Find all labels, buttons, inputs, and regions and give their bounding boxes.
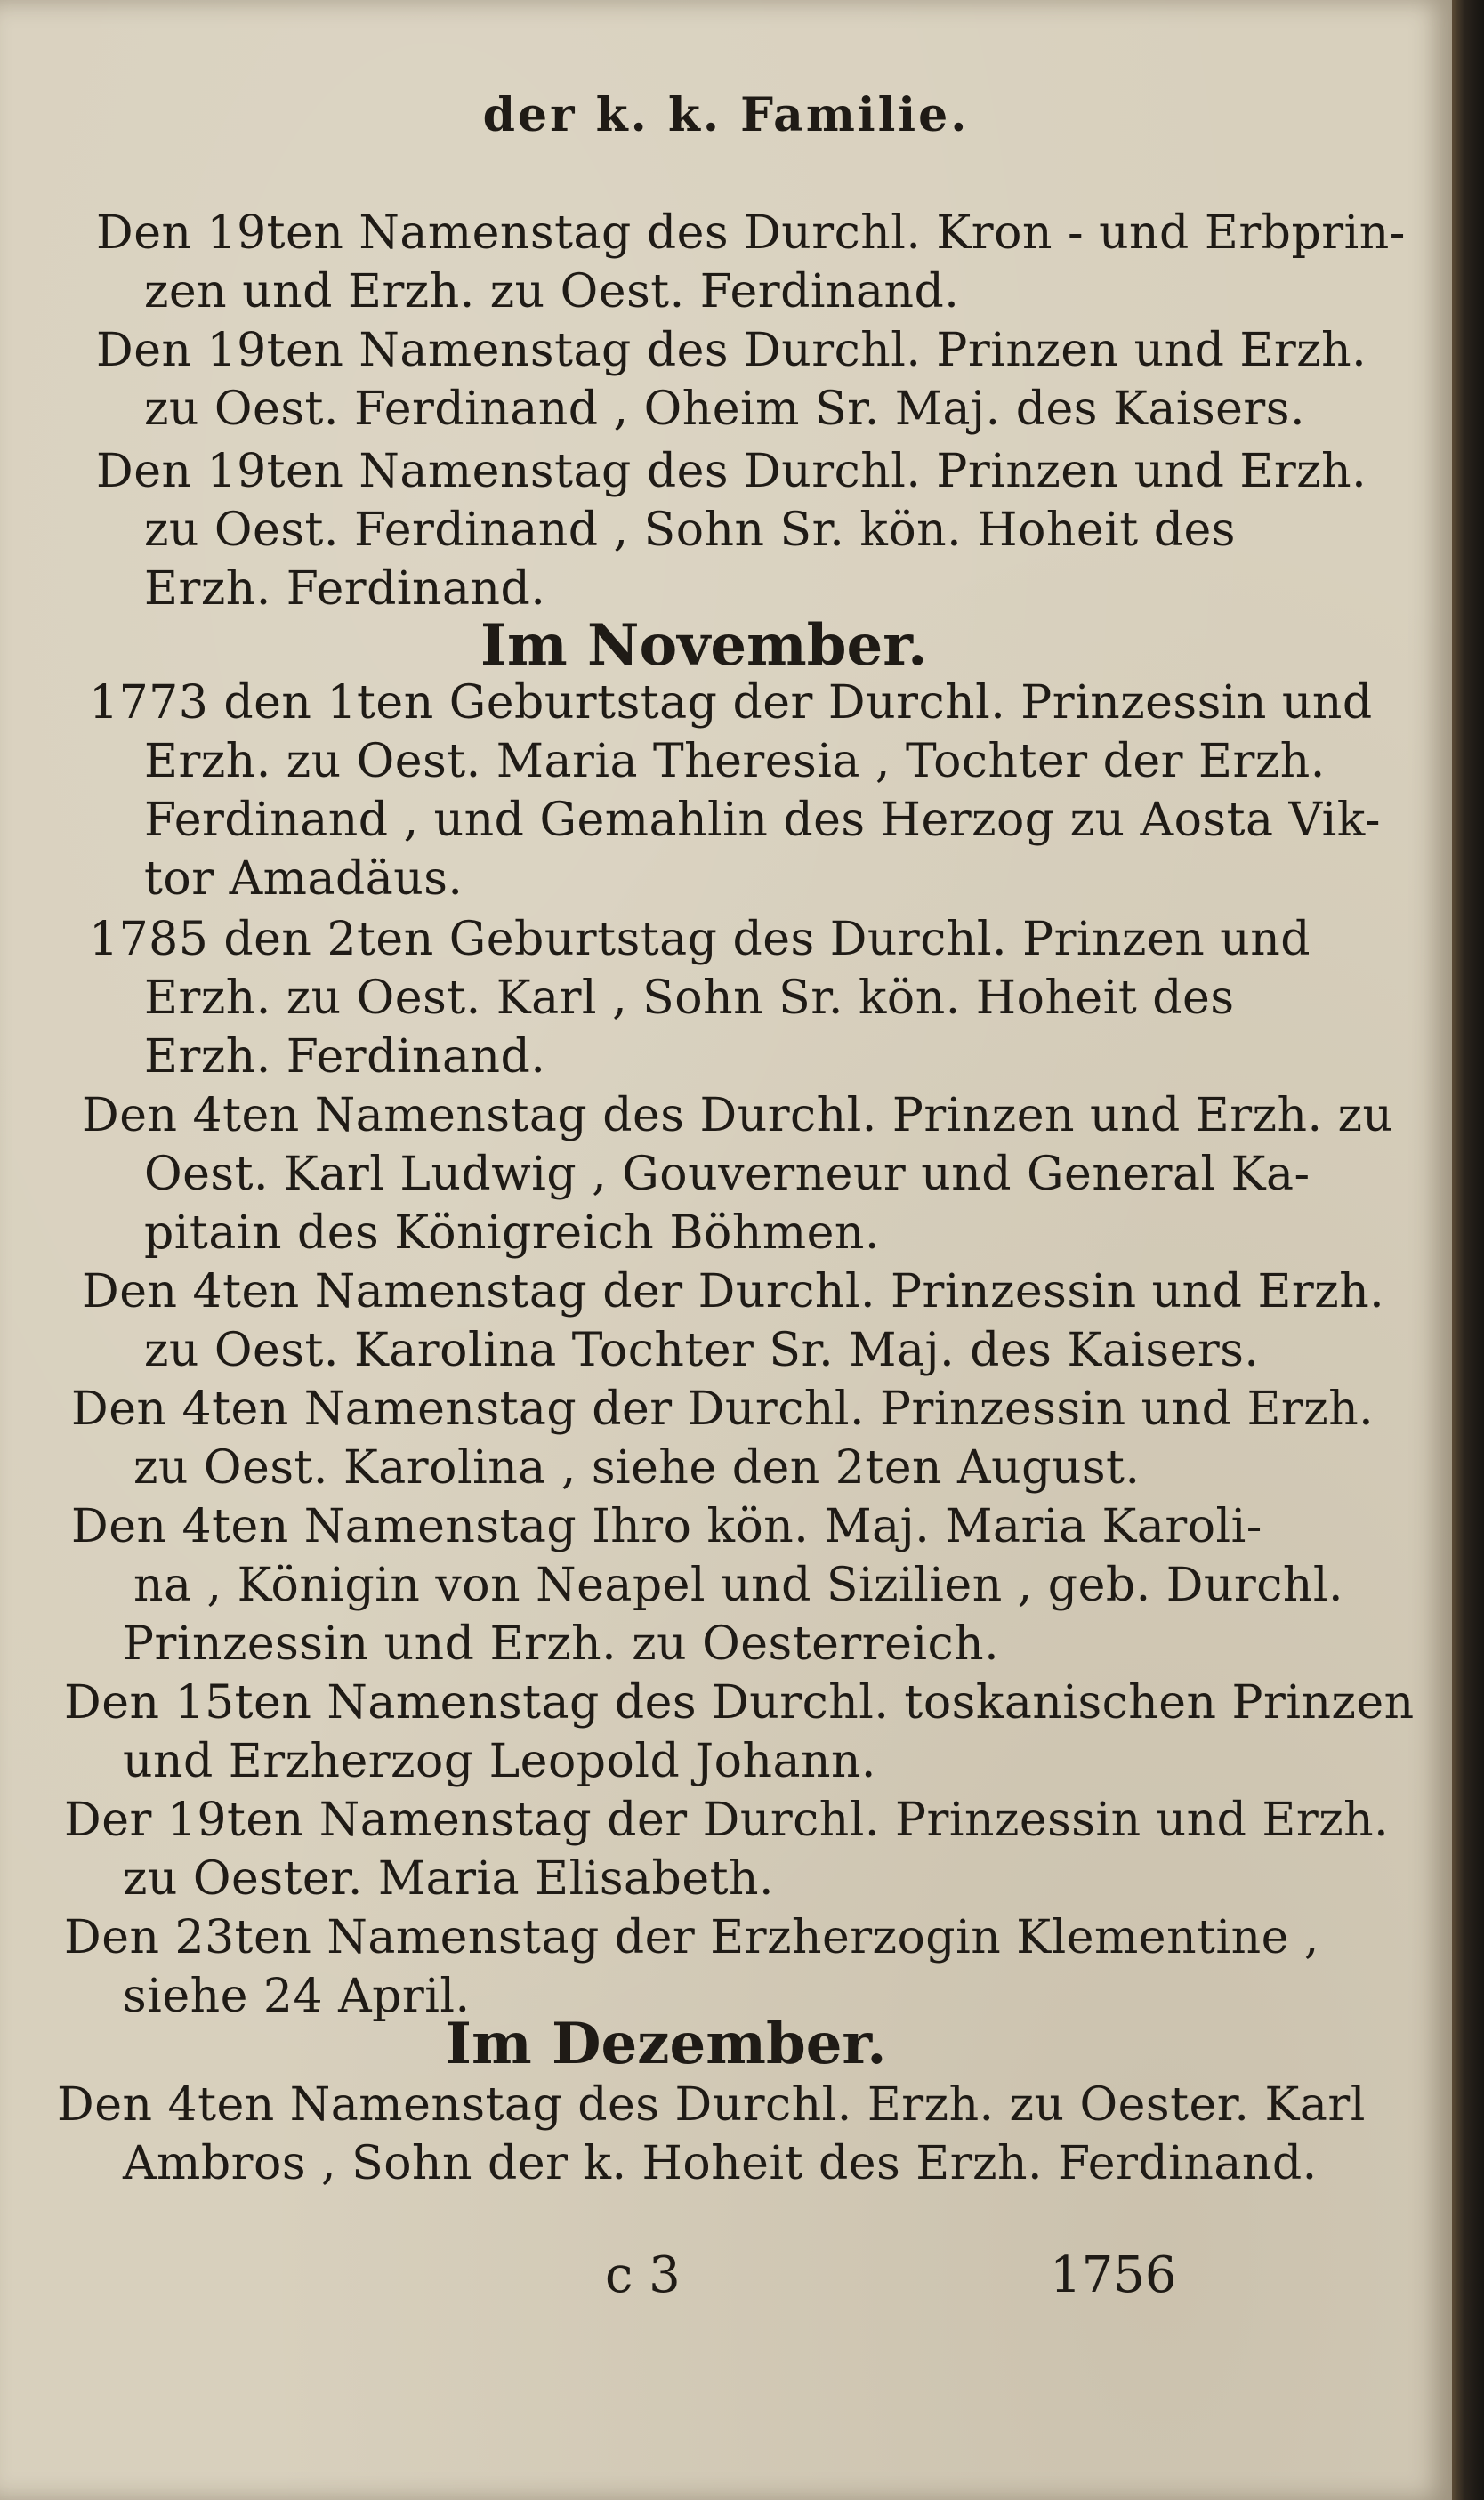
text-line: zu Oest. Ferdinand , Sohn Sr. kön. Hoheit des — [144, 504, 1236, 557]
text-line: Den 19ten Namenstag des Durchl. Prinzen und Erzh. — [96, 445, 1367, 498]
text-line: Den 4ten Namenstag der Durchl. Prinzessin und Erzh. — [71, 1383, 1375, 1436]
text-line: pitain des Königreich Böhmen. — [144, 1206, 880, 1260]
text-line: Den 23ten Namenstag der Erzherzogin Klementine , — [64, 1911, 1319, 1964]
catchword: 1756 — [1050, 2246, 1177, 2304]
text-line: Den 4ten Namenstag der Durchl. Prinzessin und Erzh. — [82, 1265, 1385, 1319]
text-line: Ambros , Sohn der k. Hoheit des Erzh. Ferdinand. — [123, 2137, 1318, 2190]
text-line: tor Amadäus. — [144, 852, 464, 906]
text-line: 1785 den 2ten Geburtstag des Durchl. Prinzen und — [89, 913, 1311, 966]
text-line: Den 19ten Namenstag des Durchl. Kron - und Erbprin- — [96, 206, 1406, 260]
text-line: Erzh. zu Oest. Maria Theresia , Tochter der Erzh. — [144, 735, 1326, 788]
text-line: siehe 24 April. — [123, 1970, 471, 2023]
text-line: Prinzessin und Erzh. zu Oesterreich. — [123, 1617, 1000, 1671]
text-line: zu Oest. Ferdinand , Oheim Sr. Maj. des Kaisers. — [144, 383, 1306, 436]
text-line: Den 4ten Namenstag Ihro kön. Maj. Maria Karoli- — [71, 1500, 1262, 1553]
running-head: der k. k. Familie. — [482, 88, 970, 142]
text-line: zen und Erzh. zu Oest. Ferdinand. — [144, 265, 960, 319]
book-spine-edge — [1452, 0, 1484, 2500]
text-line: Ferdinand , und Gemahlin des Herzog zu Aosta Vik- — [144, 794, 1381, 847]
text-line: Den 4ten Namenstag des Durchl. Erzh. zu Oester. Karl — [57, 2078, 1366, 2132]
text-line: und Erzherzog Leopold Johann. — [123, 1735, 876, 1788]
text-line: Erzh. Ferdinand. — [144, 1030, 546, 1084]
text-line: na , Königin von Neapel und Sizilien , geb. Durchl. — [133, 1559, 1344, 1612]
text-line: Oest. Karl Ludwig , Gouverneur und General Ka- — [144, 1148, 1311, 1201]
text-line: zu Oester. Maria Elisabeth. — [123, 1852, 775, 1906]
text-line: Den 15ten Namenstag des Durchl. toskanischen Prinzen — [64, 1676, 1415, 1730]
text-line: Den 19ten Namenstag des Durchl. Prinzen und Erzh. — [96, 324, 1367, 377]
section-heading-dezember: Im Dezember. — [445, 2011, 887, 2077]
text-line: Erzh. zu Oest. Karl , Sohn Sr. kön. Hoheit des — [144, 972, 1235, 1025]
text-line: Erzh. Ferdinand. — [144, 562, 546, 616]
text-line: Der 19ten Namenstag der Durchl. Prinzessin und Erzh. — [64, 1794, 1390, 1847]
text-line: zu Oest. Karolina Tochter Sr. Maj. des Kaisers. — [144, 1324, 1260, 1377]
text-line: 1773 den 1ten Geburtstag der Durchl. Prinzessin und — [89, 676, 1373, 730]
section-heading-november: Im November. — [480, 612, 928, 679]
text-line: zu Oest. Karolina , siehe den 2ten August. — [133, 1441, 1141, 1495]
text-line: Den 4ten Namenstag des Durchl. Prinzen und Erzh. zu — [82, 1089, 1393, 1142]
signature-mark: c 3 — [605, 2246, 681, 2304]
